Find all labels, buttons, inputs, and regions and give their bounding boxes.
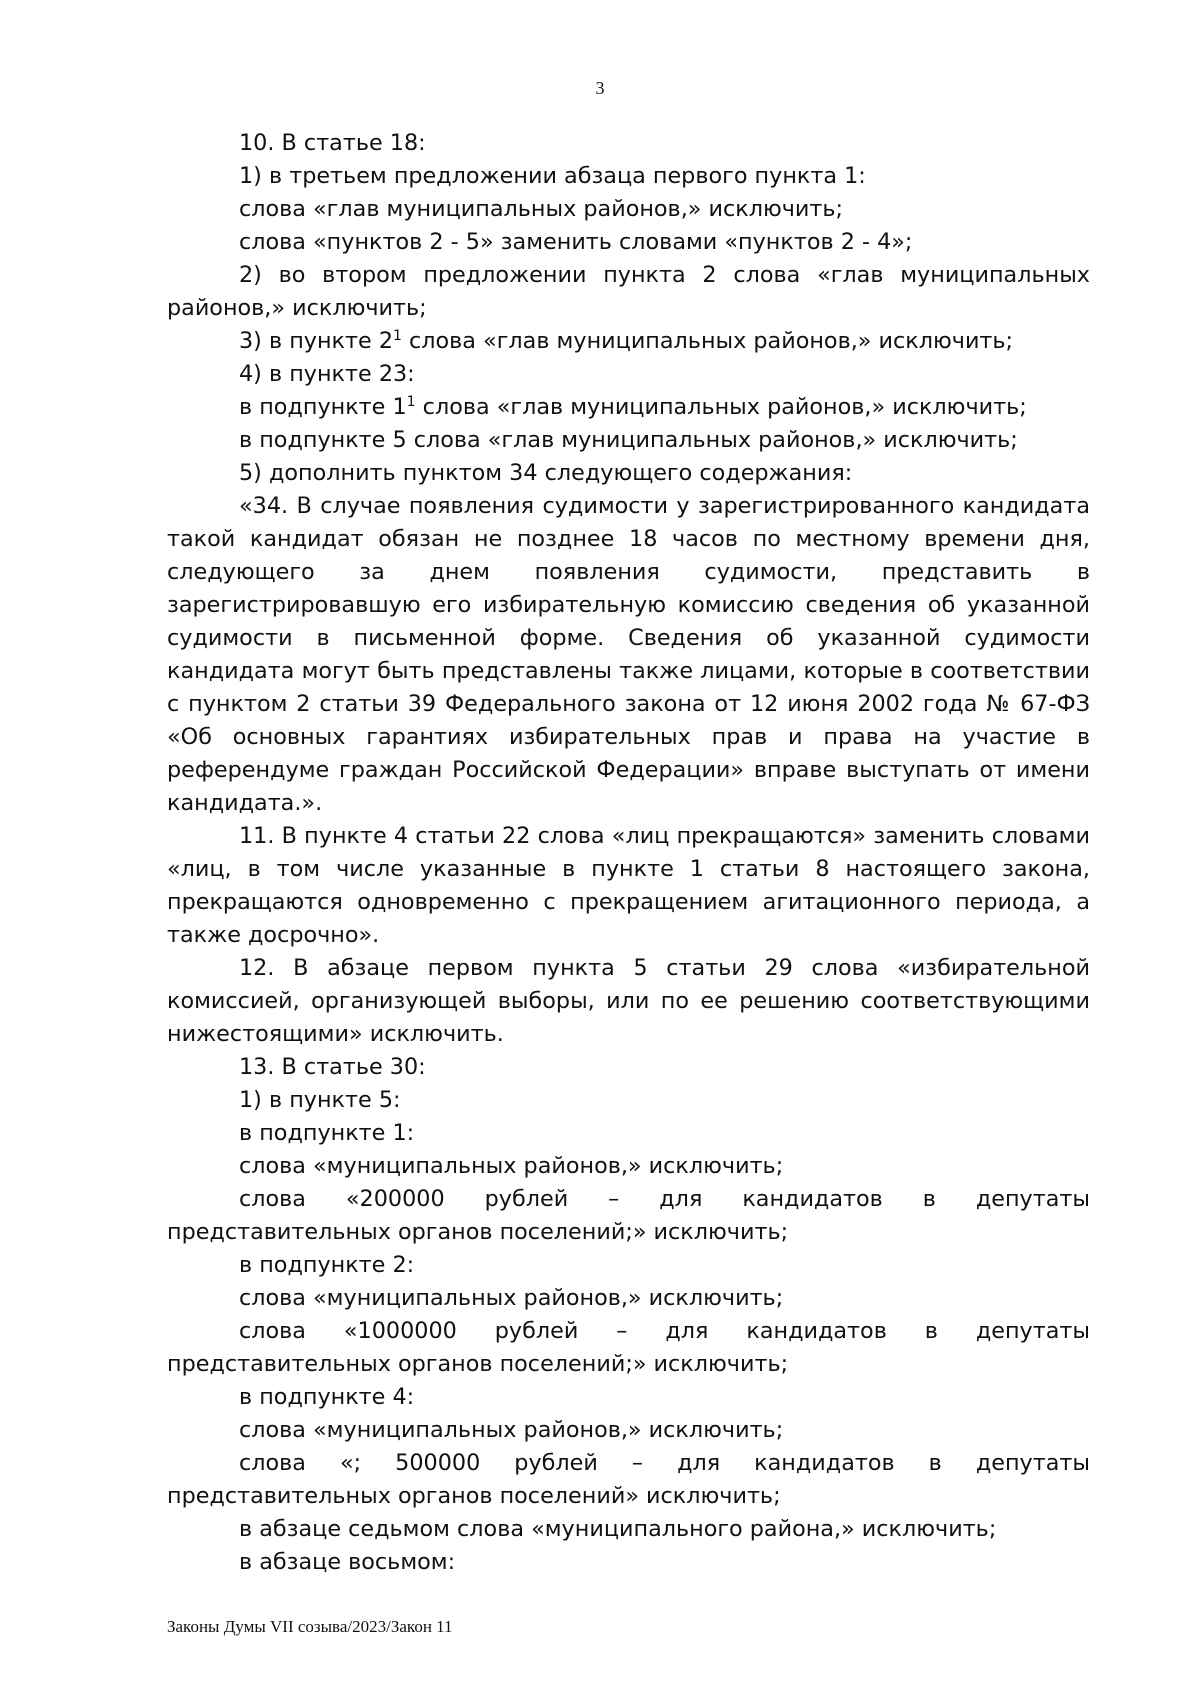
- paragraph: 2) во втором предложении пункта 2 слова «глав муниципальных районов,» исключить;: [167, 262, 1090, 321]
- paragraph: 4) в пункте 23:: [239, 361, 415, 387]
- paragraph: в абзаце восьмом:: [239, 1549, 456, 1575]
- paragraph: 11. В пункте 4 статьи 22 слова «лиц прекращаются» заменить словами «лиц, в том числе указанные в пункте 1 статьи 8 настоящего закона, прекращаются одновременно с прекращением агитационного периода, а также досрочно».: [167, 823, 1090, 948]
- paragraph: 13. В статье 30:: [239, 1054, 426, 1080]
- paragraph-text-before: в подпункте 1: [239, 394, 407, 420]
- superscript: 1: [406, 394, 416, 410]
- paragraph: в подпункте 5 слова «глав муниципальных районов,» исключить;: [239, 427, 1018, 453]
- paragraph: слова «глав муниципальных районов,» исключить;: [239, 196, 844, 222]
- paragraph: 1) в пункте 5:: [239, 1087, 401, 1113]
- paragraph: слова «муниципальных районов,» исключить;: [239, 1417, 784, 1443]
- paragraph-text-after: слова «глав муниципальных районов,» исключить;: [415, 394, 1027, 420]
- paragraph: [167, 325, 1090, 358]
- paragraph: 10. В статье 18:: [239, 130, 426, 156]
- paragraph: в подпункте 4:: [239, 1384, 415, 1410]
- paragraph: 12. В абзаце первом пункта 5 статьи 29 слова «избирательной комиссией, организующей выборы, или по ее решению соответствующими нижестоящими» исключить.: [167, 955, 1090, 1047]
- paragraph: слова «муниципальных районов,» исключить;: [239, 1153, 784, 1179]
- paragraph: слова «200000 рублей – для кандидатов в депутаты представительных органов поселений;» исключить;: [167, 1186, 1090, 1245]
- paragraph: 1) в третьем предложении абзаца первого пункта 1:: [239, 163, 866, 189]
- paragraph: слова «муниципальных районов,» исключить;: [239, 1285, 784, 1311]
- paragraph: в подпункте 2:: [239, 1252, 415, 1278]
- paragraph: «34. В случае появления судимости у зарегистрированного кандидата такой кандидат обязан не позднее 18 часов по местному времени дня, следующего за днем появления судимости, представить в зарегистрировавшую его избирательную комиссию сведения об указанной судимости в письменной форме. Сведения об указанной судимости кандидата могут быть представлены также лицами, которые в соответствии с пунктом 2 статьи 39 Федерального закона от 12 июня 2002 года № 67-ФЗ «Об основных гарантиях избирательных прав и права на участие в референдуме граждан Российской Федерации» вправе выступать от имени кандидата.».: [167, 493, 1090, 816]
- paragraph: слова «; 500000 рублей – для кандидатов в депутаты представительных органов поселений» исключить;: [167, 1450, 1090, 1509]
- paragraph: в подпункте 1:: [239, 1120, 415, 1146]
- paragraph-text-before: 3) в пункте 2: [239, 328, 393, 354]
- paragraph: 5) дополнить пунктом 34 следующего содержания:: [239, 460, 853, 486]
- superscript: 1: [393, 328, 402, 344]
- document-footer: Законы Думы VII созыва/2023/Закон 11: [167, 1617, 453, 1636]
- page-number: 3: [595, 78, 605, 98]
- paragraph: [167, 391, 1090, 424]
- document-body: [167, 127, 1090, 1579]
- paragraph: в абзаце седьмом слова «муниципального района,» исключить;: [239, 1516, 997, 1542]
- paragraph: слова «пунктов 2 - 5» заменить словами «пунктов 2 - 4»;: [239, 229, 913, 255]
- paragraph-text-after: слова «глав муниципальных районов,» исключить;: [401, 328, 1014, 354]
- paragraph: слова «1000000 рублей – для кандидатов в депутаты представительных органов поселений;» исключить;: [167, 1318, 1090, 1377]
